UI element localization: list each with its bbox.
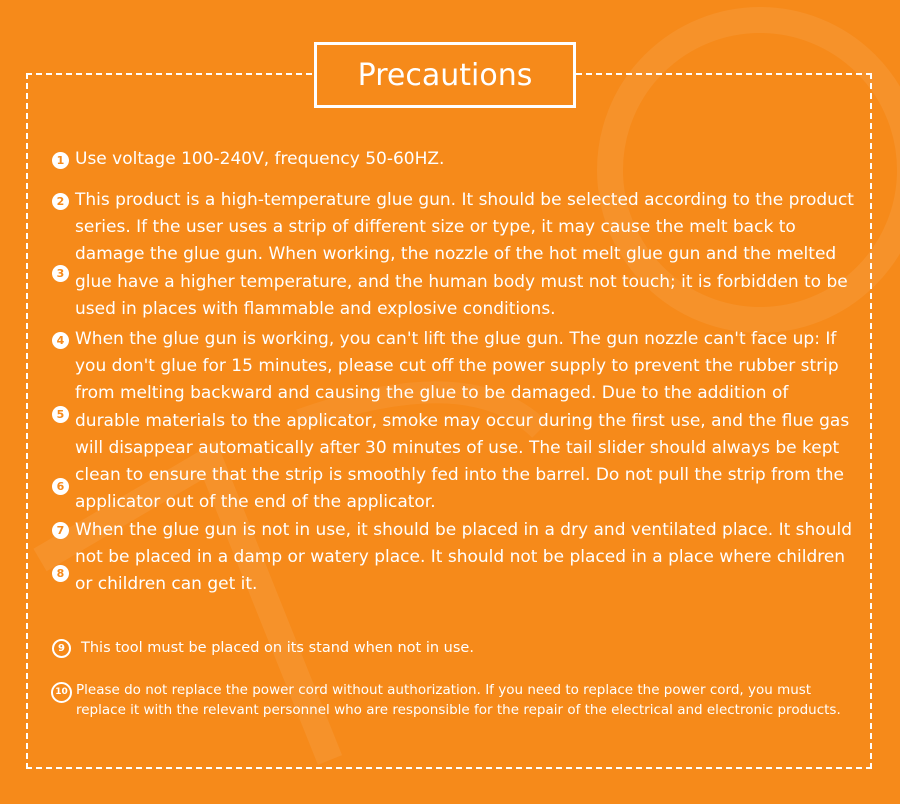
item-1-text: Use voltage 100-240V, frequency 50-60HZ.	[75, 149, 445, 169]
marker-10: 10	[51, 682, 72, 703]
marker-9: 9	[52, 639, 71, 658]
item-6-text: Please do not replace the power cord without authorization. If you need to replace the power cord, you must replace it with the relevant personnel who are responsible for the repair of the electrical and electronic products.	[76, 682, 841, 718]
marker-6: 6	[52, 478, 69, 495]
title-box	[314, 42, 576, 108]
item-5-text: This tool must be placed on its stand when not in use.	[81, 640, 474, 656]
item-3-text: When the glue gun is working, you can't lift the glue gun. The gun nozzle can't face up: If you don't glue for 15 minutes, please cut off the power supply to prevent the rubber strip from melting backward and causing the glue to be damaged. Due to the addition of durable materials to the applicator, smoke may occur during the first use, and the flue gas will disappear automatically after 30 minutes of use. The tail slider should always be kept clean to ensure that the strip is smoothly fed into the barrel. Do not pull the strip from the applicator out of the end of the applicator.	[75, 329, 850, 513]
item-4-text: When the glue gun is not in use, it should be placed in a dry and ventilated place. It should not be placed in a damp or watery place. It should not be placed in a place where children or children can get it.	[75, 520, 852, 595]
marker-8: 8	[52, 565, 69, 582]
item-2-text: This product is a high-temperature glue gun. It should be selected according to the product series. If the user uses a strip of different size or type, it may cause the melt back to damage the glue gun. When working, the nozzle of the hot melt glue gun and the melted glue have a higher temperature, and the human body must not touch; it is forbidden to be used in places with flammable and explosive conditions.	[75, 190, 854, 319]
marker-2: 2	[52, 193, 69, 210]
marker-1: 1	[52, 152, 69, 169]
marker-3: 3	[52, 265, 69, 282]
marker-4: 4	[52, 332, 69, 349]
marker-5: 5	[52, 406, 69, 423]
page-title: Precautions	[357, 57, 533, 93]
marker-7: 7	[52, 522, 69, 539]
